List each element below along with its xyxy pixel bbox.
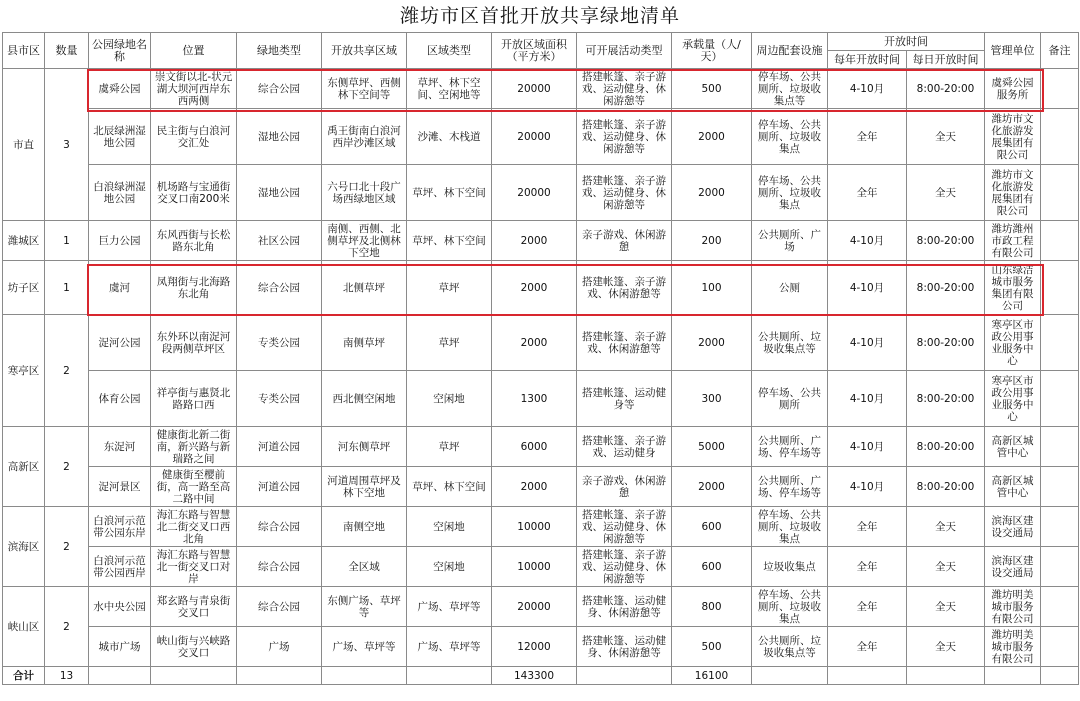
open-area-cell: 北侧草坪 — [322, 261, 407, 315]
table-row — [3, 221, 1079, 261]
open-area-cell: 西北侧空闲地 — [322, 371, 407, 427]
location-cell: 郑玄路与青泉街交叉口 — [151, 587, 237, 627]
location-cell: 民主街与白浪河交汇处 — [151, 109, 237, 165]
county-cell: 峡山区 — [3, 587, 45, 667]
activity-cell: 搭建帐篷、运动健身等 — [577, 371, 672, 427]
facilities-cell: 公厕 — [752, 261, 828, 315]
green-type-cell: 湿地公园 — [237, 109, 322, 165]
area-type-cell: 空闲地 — [407, 507, 492, 547]
capacity-cell: 300 — [672, 371, 752, 427]
park-name-cell: 浞河景区 — [89, 467, 151, 507]
remark-cell — [1041, 587, 1079, 627]
open-area-cell: 广场、草坪等 — [322, 627, 407, 667]
facilities-cell: 停车场、公共厕所、垃圾收集点 — [752, 165, 828, 221]
activity-cell: 搭建帐篷、亲子游戏、运动健身、休闲游憩等 — [577, 109, 672, 165]
park-name-cell: 城市广场 — [89, 627, 151, 667]
total-size: 143300 — [492, 667, 577, 685]
daily-cell: 8:00-20:00 — [907, 371, 985, 427]
header-park-name: 公园绿地名称 — [89, 33, 151, 69]
area-type-cell: 空闲地 — [407, 547, 492, 587]
remark-cell — [1041, 547, 1079, 587]
capacity-cell: 2000 — [672, 467, 752, 507]
size-cell: 10000 — [492, 547, 577, 587]
daily-cell: 8:00-20:00 — [907, 427, 985, 467]
park-name-cell: 白浪绿洲湿地公园 — [89, 165, 151, 221]
location-cell: 东外环以南浞河段两侧草坪区 — [151, 315, 237, 371]
park-name-cell: 虞舜公园 — [89, 69, 151, 109]
area-type-cell: 空闲地 — [407, 371, 492, 427]
open-area-cell: 东侧草坪、西侧林下空间等 — [322, 69, 407, 109]
park-name-cell: 巨力公园 — [89, 221, 151, 261]
green-type-cell: 河道公园 — [237, 427, 322, 467]
header-county: 县市区 — [3, 33, 45, 69]
total-label: 合计 — [3, 667, 45, 685]
capacity-cell: 5000 — [672, 427, 752, 467]
activity-cell: 搭建帐篷、亲子游戏、运动健身、休闲游憩等 — [577, 507, 672, 547]
daily-cell: 全天 — [907, 587, 985, 627]
activity-cell: 搭建帐篷、亲子游戏、运动健身 — [577, 427, 672, 467]
table-row — [3, 467, 1079, 507]
manager-cell: 山东绿洁城市服务集团有限公司 — [985, 261, 1041, 315]
remark-cell — [1041, 261, 1079, 315]
location-cell: 机场路与宝通街交叉口南200米 — [151, 165, 237, 221]
size-cell: 20000 — [492, 109, 577, 165]
total-capacity: 16100 — [672, 667, 752, 685]
yearly-cell: 4-10月 — [828, 315, 907, 371]
park-name-cell: 东浞河 — [89, 427, 151, 467]
area-type-cell: 广场、草坪等 — [407, 587, 492, 627]
daily-cell: 8:00-20:00 — [907, 315, 985, 371]
header-capacity: 承载量（人/天） — [672, 33, 752, 69]
yearly-cell: 4-10月 — [828, 371, 907, 427]
green-space-table — [2, 32, 1079, 685]
facilities-cell: 垃圾收集点 — [752, 547, 828, 587]
green-type-cell: 河道公园 — [237, 467, 322, 507]
open-area-cell: 南侧草坪 — [322, 315, 407, 371]
yearly-cell: 全年 — [828, 165, 907, 221]
activity-cell: 亲子游戏、休闲游憩 — [577, 221, 672, 261]
area-type-cell: 草坪 — [407, 427, 492, 467]
size-cell: 2000 — [492, 221, 577, 261]
size-cell: 20000 — [492, 165, 577, 221]
facilities-cell: 公共厕所、广场、停车场等 — [752, 427, 828, 467]
daily-cell: 全天 — [907, 507, 985, 547]
green-type-cell: 综合公园 — [237, 507, 322, 547]
table-row — [3, 261, 1079, 315]
manager-cell: 潍坊市文化旅游发展集团有限公司 — [985, 109, 1041, 165]
header-daily: 每日开放时间 — [907, 51, 985, 69]
daily-cell: 全天 — [907, 547, 985, 587]
facilities-cell: 停车场、公共厕所、垃圾收集点 — [752, 587, 828, 627]
park-name-cell: 体育公园 — [89, 371, 151, 427]
park-name-cell: 白浪河示范带公园西岸 — [89, 547, 151, 587]
area-type-cell: 草坪 — [407, 261, 492, 315]
yearly-cell: 4-10月 — [828, 261, 907, 315]
daily-cell: 8:00-20:00 — [907, 261, 985, 315]
capacity-cell: 600 — [672, 507, 752, 547]
facilities-cell: 停车场、公共厕所 — [752, 371, 828, 427]
activity-cell: 搭建帐篷、亲子游戏、休闲游憩等 — [577, 261, 672, 315]
size-cell: 1300 — [492, 371, 577, 427]
size-cell: 2000 — [492, 315, 577, 371]
manager-cell: 滨海区建设交通局 — [985, 507, 1041, 547]
size-cell: 6000 — [492, 427, 577, 467]
location-cell: 东风西街与长松路东北角 — [151, 221, 237, 261]
location-cell: 健康街北新二街南，新兴路与新瑞路之间 — [151, 427, 237, 467]
header-activity: 可开展活动类型 — [577, 33, 672, 69]
count-cell: 2 — [45, 427, 89, 507]
header-area-type: 区域类型 — [407, 33, 492, 69]
table-row — [3, 587, 1079, 627]
header-yearly: 每年开放时间 — [828, 51, 907, 69]
open-area-cell: 东侧广场、草坪等 — [322, 587, 407, 627]
count-cell: 3 — [45, 69, 89, 221]
table-row — [3, 109, 1079, 165]
capacity-cell: 100 — [672, 261, 752, 315]
capacity-cell: 500 — [672, 69, 752, 109]
daily-cell: 全天 — [907, 165, 985, 221]
size-cell: 20000 — [492, 587, 577, 627]
activity-cell: 搭建帐篷、亲子游戏、运动健身、休闲游憩等 — [577, 165, 672, 221]
manager-cell: 寒亭区市政公用事业服务中心 — [985, 371, 1041, 427]
open-area-cell: 河东侧草坪 — [322, 427, 407, 467]
area-type-cell: 草坪、林下空间 — [407, 165, 492, 221]
park-name-cell: 北辰绿洲湿地公园 — [89, 109, 151, 165]
manager-cell: 虞舜公园服务所 — [985, 69, 1041, 109]
green-type-cell: 专类公园 — [237, 371, 322, 427]
capacity-cell: 2000 — [672, 109, 752, 165]
area-type-cell: 沙滩、木栈道 — [407, 109, 492, 165]
table-row — [3, 547, 1079, 587]
yearly-cell: 4-10月 — [828, 467, 907, 507]
yearly-cell: 全年 — [828, 587, 907, 627]
county-cell: 市直 — [3, 69, 45, 221]
page-title: 潍坊市区首批开放共享绿地清单 — [399, 5, 680, 27]
location-cell: 海汇东路与智慧北二街交叉口西北角 — [151, 507, 237, 547]
daily-cell: 全天 — [907, 109, 985, 165]
area-type-cell: 广场、草坪等 — [407, 627, 492, 667]
table-row — [3, 315, 1079, 371]
yearly-cell: 4-10月 — [828, 427, 907, 467]
activity-cell: 搭建帐篷、亲子游戏、休闲游憩等 — [577, 315, 672, 371]
county-cell: 潍城区 — [3, 221, 45, 261]
manager-cell: 潍坊明美城市服务有限公司 — [985, 627, 1041, 667]
manager-cell: 高新区城管中心 — [985, 427, 1041, 467]
park-name-cell: 白浪河示范带公园东岸 — [89, 507, 151, 547]
header-count: 数量 — [45, 33, 89, 69]
location-cell: 祥亭街与惠贤北路路口西 — [151, 371, 237, 427]
header-open-size: 开放区域面积（平方米） — [492, 33, 577, 69]
manager-cell: 高新区城管中心 — [985, 467, 1041, 507]
activity-cell: 搭建帐篷、亲子游戏、运动健身、休闲游憩等 — [577, 547, 672, 587]
facilities-cell: 公共厕所、垃圾收集点等 — [752, 315, 828, 371]
remark-cell — [1041, 427, 1079, 467]
table-row — [3, 165, 1079, 221]
county-cell: 滨海区 — [3, 507, 45, 587]
manager-cell: 寒亭区市政公用事业服务中心 — [985, 315, 1041, 371]
yearly-cell: 全年 — [828, 109, 907, 165]
header-manager: 管理单位 — [985, 33, 1041, 69]
green-type-cell: 广场 — [237, 627, 322, 667]
green-type-cell: 综合公园 — [237, 587, 322, 627]
facilities-cell: 公共厕所、广场 — [752, 221, 828, 261]
table-row — [3, 627, 1079, 667]
header-open-time: 开放时间 — [828, 33, 985, 51]
park-name-cell: 水中央公园 — [89, 587, 151, 627]
facilities-cell: 停车场、公共厕所、垃圾收集点等 — [752, 69, 828, 109]
remark-cell — [1041, 371, 1079, 427]
green-type-cell: 综合公园 — [237, 261, 322, 315]
size-cell: 10000 — [492, 507, 577, 547]
facilities-cell: 停车场、公共厕所、垃圾收集点 — [752, 109, 828, 165]
daily-cell: 8:00-20:00 — [907, 467, 985, 507]
location-cell: 凤翔街与北海路东北角 — [151, 261, 237, 315]
table-row — [3, 69, 1079, 109]
size-cell: 2000 — [492, 261, 577, 315]
location-cell: 海汇东路与智慧北一街交叉口对岸 — [151, 547, 237, 587]
capacity-cell: 200 — [672, 221, 752, 261]
header-row-1 — [3, 33, 1079, 51]
capacity-cell: 500 — [672, 627, 752, 667]
open-area-cell: 南侧空地 — [322, 507, 407, 547]
manager-cell: 滨海区建设交通局 — [985, 547, 1041, 587]
activity-cell: 搭建帐篷、运动健身、休闲游憩等 — [577, 627, 672, 667]
daily-cell: 8:00-20:00 — [907, 69, 985, 109]
facilities-cell: 公共厕所、垃圾收集点等 — [752, 627, 828, 667]
county-cell: 坊子区 — [3, 261, 45, 315]
remark-cell — [1041, 69, 1079, 109]
total-row — [3, 667, 1079, 685]
remark-cell — [1041, 467, 1079, 507]
location-cell: 崇文街以北-状元湖大坝河西岸东西两侧 — [151, 69, 237, 109]
capacity-cell: 2000 — [672, 165, 752, 221]
table-row — [3, 371, 1079, 427]
capacity-cell: 2000 — [672, 315, 752, 371]
area-type-cell: 草坪、林下空间、空闲地等 — [407, 69, 492, 109]
manager-cell: 潍坊潍州市政工程有限公司 — [985, 221, 1041, 261]
remark-cell — [1041, 315, 1079, 371]
table-row — [3, 427, 1079, 467]
total-count: 13 — [45, 667, 89, 685]
manager-cell: 潍坊明美城市服务有限公司 — [985, 587, 1041, 627]
count-cell: 1 — [45, 221, 89, 261]
count-cell: 2 — [45, 507, 89, 587]
green-type-cell: 专类公园 — [237, 315, 322, 371]
size-cell: 2000 — [492, 467, 577, 507]
size-cell: 20000 — [492, 69, 577, 109]
area-type-cell: 草坪、林下空间 — [407, 467, 492, 507]
county-cell: 寒亭区 — [3, 315, 45, 427]
header-remark: 备注 — [1041, 33, 1079, 69]
area-type-cell: 草坪、林下空间 — [407, 221, 492, 261]
daily-cell: 全天 — [907, 627, 985, 667]
table-row — [3, 507, 1079, 547]
location-cell: 健康街至樱前街，高一路至高二路中间 — [151, 467, 237, 507]
remark-cell — [1041, 221, 1079, 261]
activity-cell: 搭建帐篷、运动健身、休闲游憩等 — [577, 587, 672, 627]
open-area-cell: 全区域 — [322, 547, 407, 587]
location-cell: 峡山街与兴峡路交叉口 — [151, 627, 237, 667]
park-name-cell: 虞河 — [89, 261, 151, 315]
facilities-cell: 公共厕所、广场、停车场等 — [752, 467, 828, 507]
green-type-cell: 湿地公园 — [237, 165, 322, 221]
capacity-cell: 600 — [672, 547, 752, 587]
count-cell: 1 — [45, 261, 89, 315]
header-facilities: 周边配套设施 — [752, 33, 828, 69]
count-cell: 2 — [45, 315, 89, 427]
daily-cell: 8:00-20:00 — [907, 221, 985, 261]
open-area-cell: 南侧、西侧、北侧草坪及北侧林下空地 — [322, 221, 407, 261]
remark-cell — [1041, 165, 1079, 221]
remark-cell — [1041, 109, 1079, 165]
open-area-cell: 河道周围草坪及林下空地 — [322, 467, 407, 507]
facilities-cell: 停车场、公共厕所、垃圾收集点 — [752, 507, 828, 547]
count-cell: 2 — [45, 587, 89, 667]
open-area-cell: 禹王街南白浪河西岸沙滩区域 — [322, 109, 407, 165]
yearly-cell: 全年 — [828, 627, 907, 667]
remark-cell — [1041, 507, 1079, 547]
green-type-cell: 社区公园 — [237, 221, 322, 261]
yearly-cell: 全年 — [828, 507, 907, 547]
remark-cell — [1041, 627, 1079, 667]
open-area-cell: 六号口北十段广场西绿地区域 — [322, 165, 407, 221]
manager-cell: 潍坊市文化旅游发展集团有限公司 — [985, 165, 1041, 221]
green-type-cell: 综合公园 — [237, 547, 322, 587]
yearly-cell: 4-10月 — [828, 69, 907, 109]
header-location: 位置 — [151, 33, 237, 69]
green-type-cell: 综合公园 — [237, 69, 322, 109]
area-type-cell: 草坪 — [407, 315, 492, 371]
header-open-area: 开放共享区域 — [322, 33, 407, 69]
header-green-type: 绿地类型 — [237, 33, 322, 69]
yearly-cell: 全年 — [828, 547, 907, 587]
activity-cell: 亲子游戏、休闲游憩 — [577, 467, 672, 507]
park-name-cell: 浞河公园 — [89, 315, 151, 371]
capacity-cell: 800 — [672, 587, 752, 627]
yearly-cell: 4-10月 — [828, 221, 907, 261]
county-cell: 高新区 — [3, 427, 45, 507]
size-cell: 12000 — [492, 627, 577, 667]
activity-cell: 搭建帐篷、亲子游戏、运动健身、休闲游憩等 — [577, 69, 672, 109]
